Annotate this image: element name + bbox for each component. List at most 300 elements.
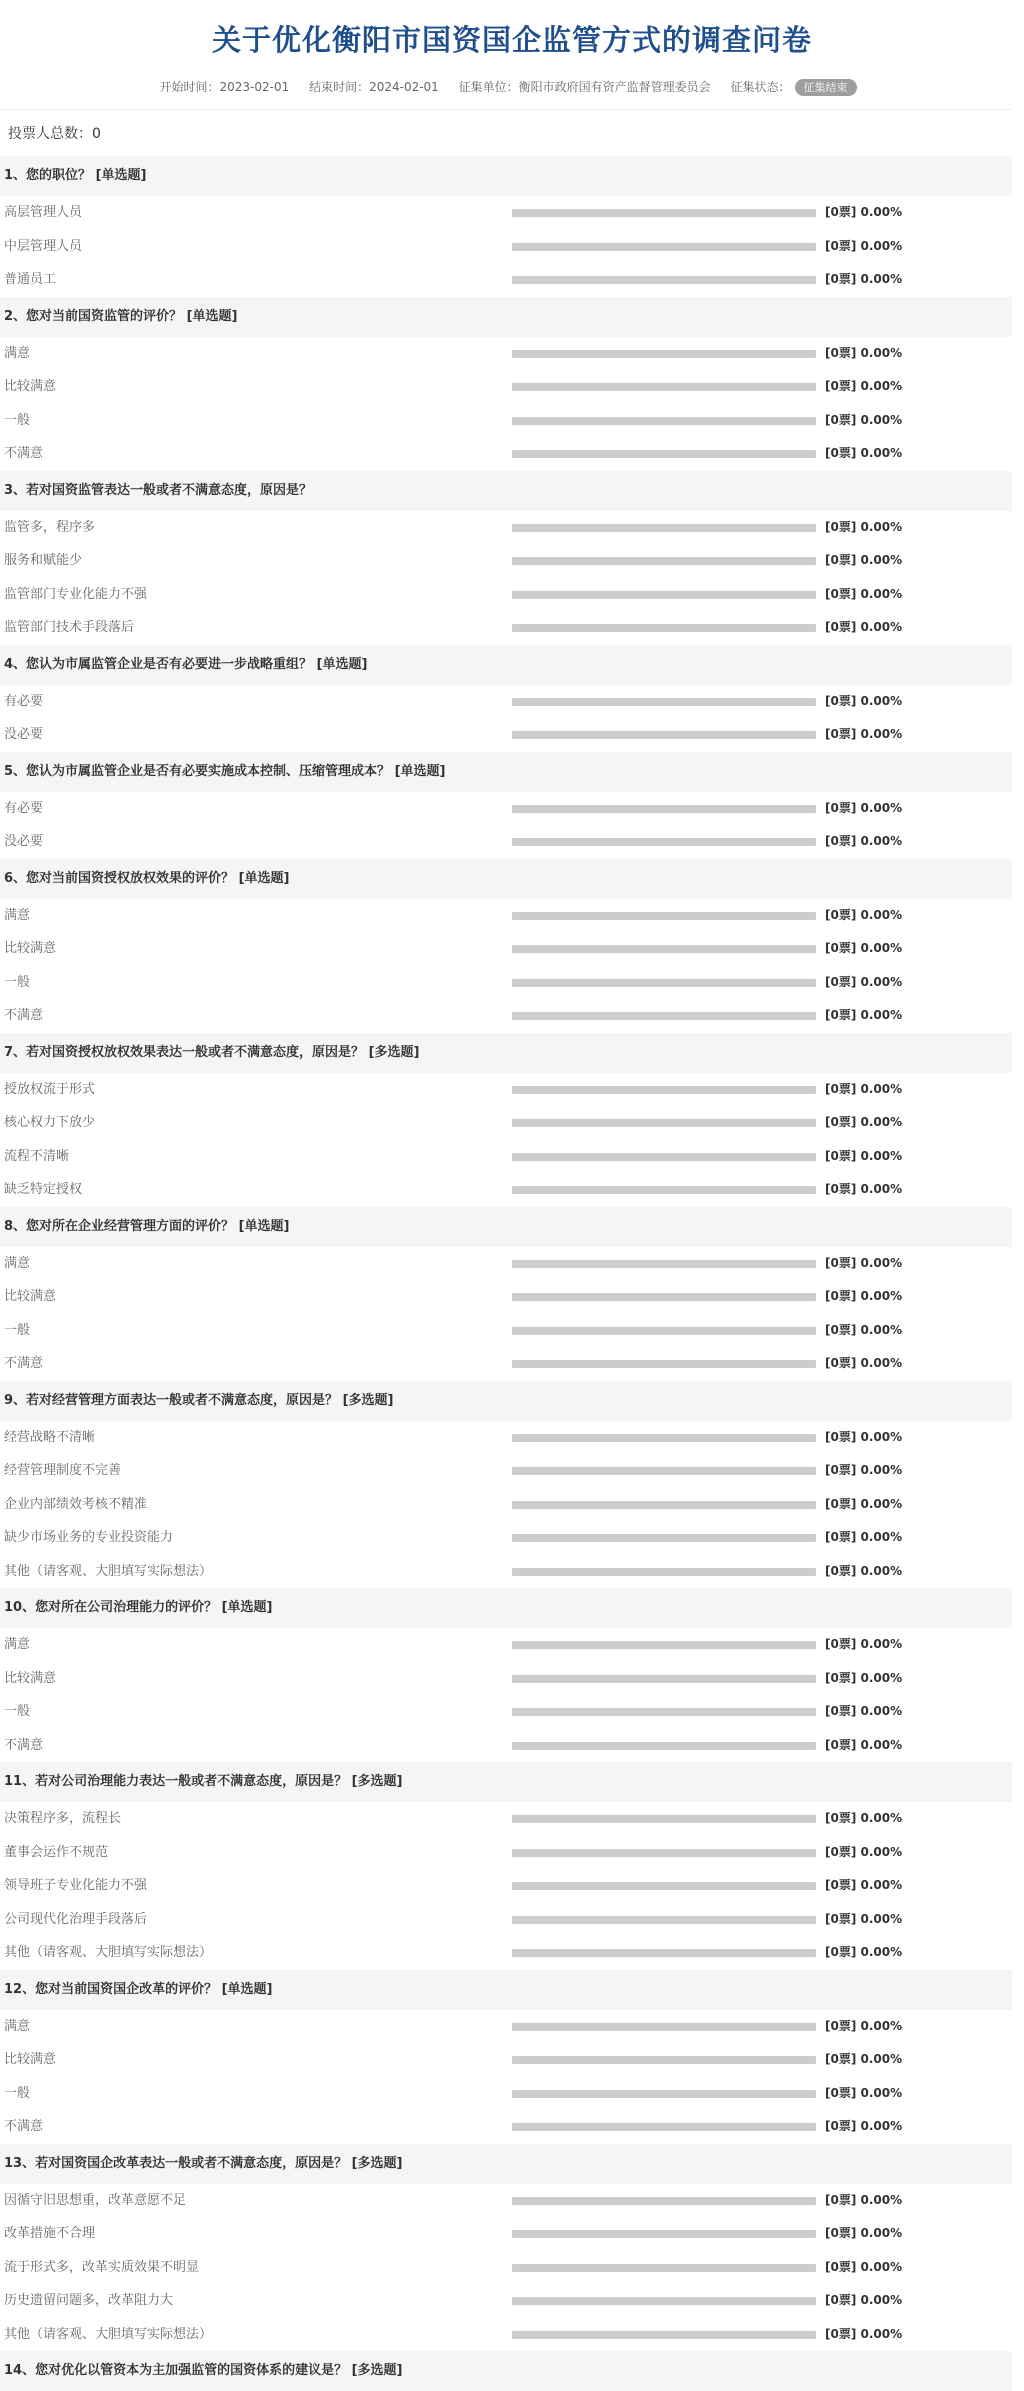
option-stat (825, 1073, 902, 1107)
organizer (459, 80, 711, 94)
vote-percent: 0.00% (860, 1670, 903, 1685)
vote-count: [0票] (825, 1463, 857, 1477)
result-progress-bar (512, 2297, 816, 2305)
vote-percent: 0.00% (860, 2192, 903, 2207)
vote-count: [0票] (825, 519, 857, 534)
vote-count: [0票] (825, 1637, 857, 1651)
vote-count: [0票] (825, 1844, 857, 1859)
vote-percent: 0.00% (860, 553, 903, 567)
option-row (0, 1247, 1012, 1281)
end-time-value: 2024-02-01 (369, 80, 439, 94)
option-stat (825, 2077, 902, 2111)
option-row (0, 2217, 1012, 2251)
option-label: 其他（请客观、大胆填写实际想法） (4, 1563, 213, 1579)
vote-percent: 0.00% (860, 1081, 903, 1096)
option-label: 历史遗留问题多，改革阻力大 (4, 2293, 174, 2308)
vote-count: [0票] (825, 345, 857, 360)
question-title: 13、若对国资国企改革表达一般或者不满意态度，原因是？ [多选题] (0, 2144, 1012, 2184)
start-time-value: 2023-02-01 (219, 80, 290, 94)
option-stat (825, 2251, 902, 2285)
option-label: 满意 (4, 345, 31, 361)
option-stat (825, 578, 902, 612)
option-row (0, 1936, 1012, 1970)
option-label: 缺乏特定授权 (4, 1182, 83, 1197)
vote-count: [0票] (825, 834, 857, 848)
option-stat (825, 1555, 902, 1589)
option-stat (825, 611, 902, 645)
result-progress-bar (512, 945, 816, 953)
option-stat (825, 2010, 902, 2044)
vote-percent: 0.00% (860, 272, 903, 286)
question-title: 10、您对所在公司治理能力的评价？ [单选题] (0, 1588, 1012, 1628)
result-progress-bar (512, 1153, 816, 1161)
vote-percent: 0.00% (860, 1811, 903, 1825)
option-label: 公司现代化治理手段落后 (4, 1911, 148, 1927)
option-stat (825, 544, 902, 578)
result-progress-bar (512, 1675, 816, 1683)
result-progress-bar (512, 1641, 816, 1649)
option-row (0, 437, 1012, 471)
option-stat (825, 263, 902, 297)
vote-percent: 0.00% (860, 1429, 903, 1444)
result-progress-bar (512, 2230, 816, 2238)
result-progress-bar (512, 2056, 816, 2064)
result-progress-bar (512, 1916, 816, 1924)
vote-count: [0票] (825, 553, 857, 567)
vote-count: [0票] (825, 412, 857, 427)
question-block (0, 752, 1012, 859)
question-title: 6、您对当前国资授权放权效果的评价？ [单选题] (0, 859, 1012, 899)
question-block (0, 859, 1012, 1033)
vote-percent: 0.00% (860, 2259, 903, 2274)
option-row (0, 511, 1012, 545)
vote-count: [0票] (825, 446, 857, 460)
vote-percent: 0.00% (860, 1255, 903, 1270)
vote-count: [0票] (825, 1356, 857, 1370)
option-row (0, 1903, 1012, 1937)
result-progress-bar (512, 1360, 816, 1368)
option-label: 比较满意 (4, 1289, 57, 1304)
option-stat (825, 999, 902, 1033)
option-stat (825, 899, 902, 933)
option-stat (825, 1488, 902, 1522)
result-progress-bar (512, 2197, 816, 2205)
vote-count: [0票] (825, 2293, 857, 2307)
vote-percent: 0.00% (860, 1911, 903, 1926)
vote-count: [0票] (825, 800, 857, 815)
option-row (0, 1836, 1012, 1870)
vote-percent: 0.00% (860, 2326, 903, 2341)
vote-count: [0票] (825, 1255, 857, 1270)
vote-count: [0票] (825, 1811, 857, 1825)
header-divider (0, 109, 1012, 110)
vote-count: [0票] (825, 2192, 857, 2207)
vote-percent: 0.00% (860, 238, 903, 253)
option-label: 授放权流于形式 (4, 1081, 96, 1097)
option-stat (825, 404, 902, 438)
question-block (0, 1207, 1012, 1381)
option-label: 因循守旧思想重，改革意愿不足 (4, 2192, 187, 2208)
vote-percent: 0.00% (860, 1322, 903, 1337)
result-progress-bar (512, 1708, 816, 1716)
question-title: 12、您对当前国资国企改革的评价？ [单选题] (0, 1970, 1012, 2010)
option-label: 监管部门技术手段落后 (4, 620, 135, 635)
result-progress-bar (512, 209, 816, 217)
vote-percent: 0.00% (860, 345, 903, 360)
option-stat (825, 2217, 902, 2251)
vote-percent: 0.00% (860, 2052, 903, 2066)
option-row (0, 932, 1012, 966)
option-stat (825, 1903, 902, 1937)
result-progress-bar (512, 1327, 816, 1335)
question-title: 3、若对国资监管表达一般或者不满意态度，原因是？ (0, 471, 1012, 511)
option-label: 没必要 (4, 727, 44, 742)
result-progress-bar (512, 979, 816, 987)
question-block (0, 471, 1012, 645)
question-block (0, 1970, 1012, 2144)
question-block (0, 1588, 1012, 1762)
option-row (0, 1628, 1012, 1662)
option-stat (825, 1247, 902, 1281)
result-progress-bar (512, 417, 816, 425)
option-stat (825, 1836, 902, 1870)
vote-percent: 0.00% (860, 974, 903, 989)
option-row (0, 2077, 1012, 2111)
vote-count: [0票] (825, 1563, 857, 1578)
result-progress-bar (512, 524, 816, 532)
result-progress-bar (512, 698, 816, 706)
question-list (0, 156, 1012, 2391)
vote-percent: 0.00% (860, 586, 903, 601)
option-row (0, 1173, 1012, 1207)
vote-count: [0票] (825, 586, 857, 601)
option-label: 不满意 (4, 1008, 44, 1023)
option-label: 服务和赋能少 (4, 553, 83, 568)
vote-percent: 0.00% (860, 834, 903, 848)
result-progress-bar (512, 1260, 816, 1268)
question-block (0, 2351, 1012, 2391)
option-label: 监管部门专业化能力不强 (4, 586, 148, 602)
option-label: 不满意 (4, 1737, 44, 1753)
vote-percent: 0.00% (860, 412, 903, 427)
option-label: 其他（请客观、大胆填写实际想法） (4, 1945, 213, 1960)
question-block (0, 1033, 1012, 1207)
result-progress-bar (512, 350, 816, 358)
vote-count: [0票] (825, 1530, 857, 1544)
vote-count: [0票] (825, 1911, 857, 1926)
vote-percent: 0.00% (860, 2119, 903, 2133)
option-row (0, 578, 1012, 612)
vote-percent: 0.00% (860, 1289, 903, 1303)
option-label: 有必要 (4, 693, 44, 709)
option-row (0, 1488, 1012, 1522)
result-progress-bar (512, 276, 816, 284)
vote-count: [0票] (825, 238, 857, 253)
option-stat (825, 685, 902, 719)
result-progress-bar (512, 1086, 816, 1094)
option-row (0, 2284, 1012, 2318)
option-stat (825, 230, 902, 264)
status-label: 征集状态： (730, 80, 791, 94)
option-row (0, 1314, 1012, 1348)
vote-percent: 0.00% (860, 1737, 903, 1752)
result-progress-bar (512, 731, 816, 739)
option-label: 领导班子专业化能力不强 (4, 1878, 148, 1893)
question-title: 7、若对国资授权放权效果表达一般或者不满意态度，原因是？ [多选题] (0, 1033, 1012, 1073)
option-stat (825, 511, 902, 545)
option-label: 经营战略不清晰 (4, 1429, 96, 1445)
option-row (0, 1521, 1012, 1555)
option-row (0, 792, 1012, 826)
option-stat (825, 1695, 902, 1729)
result-progress-bar (512, 1882, 816, 1890)
option-row (0, 1073, 1012, 1107)
option-label: 其他（请客观、大胆填写实际想法） (4, 2326, 213, 2342)
question-title: 4、您认为市属监管企业是否有必要进一步战略重组？ [单选题] (0, 645, 1012, 685)
result-progress-bar (512, 838, 816, 846)
start-time (159, 80, 289, 94)
option-stat (825, 1521, 902, 1555)
option-label: 满意 (4, 907, 31, 923)
vote-count: [0票] (825, 2226, 857, 2240)
result-progress-bar (512, 624, 816, 632)
vote-count: [0票] (825, 1148, 857, 1163)
option-row (0, 999, 1012, 1033)
option-row (0, 404, 1012, 438)
vote-percent: 0.00% (860, 2226, 903, 2240)
vote-percent: 0.00% (860, 1148, 903, 1163)
option-label: 改革措施不合理 (4, 2226, 96, 2241)
vote-count: [0票] (825, 205, 857, 219)
option-row (0, 2110, 1012, 2144)
option-label: 高层管理人员 (4, 205, 83, 220)
option-label: 一般 (4, 974, 31, 990)
vote-count: [0票] (825, 1081, 857, 1096)
vote-count: [0票] (825, 941, 857, 955)
vote-percent: 0.00% (860, 1563, 903, 1578)
option-row (0, 1140, 1012, 1174)
page-title: 关于优化衡阳市国资国企监管方式的调查问卷 (211, 23, 812, 57)
result-progress-bar (512, 1012, 816, 1020)
result-progress-bar (512, 1293, 816, 1301)
question-title: 11、若对公司治理能力表达一般或者不满意态度，原因是？ [多选题] (0, 1762, 1012, 1802)
organizer-value: 衡阳市政府国有资产监督管理委员会 (518, 80, 711, 94)
end-time (309, 80, 439, 94)
result-progress-bar (512, 2264, 816, 2272)
vote-count: [0票] (825, 2052, 857, 2066)
result-progress-bar (512, 1186, 816, 1194)
result-progress-bar (512, 805, 816, 813)
option-label: 不满意 (4, 2119, 44, 2134)
vote-percent: 0.00% (860, 1115, 903, 1129)
vote-count: [0票] (825, 1704, 857, 1718)
vote-count: [0票] (825, 1322, 857, 1337)
question-title: 1、您的职位？ [单选题] (0, 156, 1012, 196)
option-row (0, 263, 1012, 297)
vote-percent: 0.00% (860, 1878, 903, 1892)
option-label: 满意 (4, 2018, 31, 2034)
option-label: 比较满意 (4, 379, 57, 394)
option-label: 流程不清晰 (4, 1148, 70, 1164)
result-progress-bar (512, 1815, 816, 1823)
vote-percent: 0.00% (860, 446, 903, 460)
result-progress-bar (512, 2023, 816, 2031)
result-progress-bar (512, 1434, 816, 1442)
option-row (0, 196, 1012, 230)
option-label: 一般 (4, 1704, 31, 1719)
option-stat (825, 932, 902, 966)
vote-percent: 0.00% (860, 1356, 903, 1370)
vote-percent: 0.00% (860, 1530, 903, 1544)
question-block (0, 297, 1012, 471)
option-stat (825, 437, 902, 471)
option-row (0, 2184, 1012, 2218)
option-row (0, 370, 1012, 404)
vote-percent: 0.00% (860, 941, 903, 955)
option-label: 满意 (4, 1255, 31, 1271)
vote-count: [0票] (825, 1182, 857, 1196)
vote-count: [0票] (825, 379, 857, 393)
option-label: 监管多，程序多 (4, 519, 96, 535)
option-label: 普通员工 (4, 272, 57, 287)
question-block (0, 1762, 1012, 1970)
option-row (0, 1802, 1012, 1836)
result-progress-bar (512, 243, 816, 251)
option-label: 比较满意 (4, 941, 57, 956)
question-block (0, 2144, 1012, 2352)
vote-percent: 0.00% (860, 727, 903, 741)
option-stat (825, 1280, 902, 1314)
result-progress-bar (512, 2090, 816, 2098)
option-row (0, 718, 1012, 752)
option-stat (825, 337, 902, 371)
vote-count: [0票] (825, 907, 857, 922)
result-progress-bar (512, 912, 816, 920)
option-label: 比较满意 (4, 1670, 57, 1686)
option-row (0, 825, 1012, 859)
question-block (0, 645, 1012, 752)
vote-percent: 0.00% (860, 1463, 903, 1477)
option-row (0, 544, 1012, 578)
vote-count: [0票] (825, 974, 857, 989)
option-stat (825, 825, 902, 859)
option-row (0, 1662, 1012, 1696)
result-progress-bar (512, 1119, 816, 1127)
option-stat (825, 718, 902, 752)
option-row (0, 899, 1012, 933)
vote-percent: 0.00% (860, 1008, 903, 1022)
vote-count: [0票] (825, 693, 857, 708)
option-stat (825, 1869, 902, 1903)
option-label: 不满意 (4, 1356, 44, 1371)
vote-count: [0票] (825, 1115, 857, 1129)
total-voters-label: 投票人总数： (8, 126, 92, 142)
option-stat (825, 196, 902, 230)
question-title: 14、您对优化以管资本为主加强监管的国资体系的建议是？ [多选题] (0, 2351, 1012, 2391)
option-row (0, 230, 1012, 264)
option-stat (825, 1628, 902, 1662)
option-label: 决策程序多，流程长 (4, 1811, 122, 1826)
result-progress-bar (512, 557, 816, 565)
vote-count: [0票] (825, 1878, 857, 1892)
option-label: 满意 (4, 1637, 31, 1652)
result-progress-bar (512, 1534, 816, 1542)
option-stat (825, 1729, 902, 1763)
vote-count: [0票] (825, 1670, 857, 1685)
total-voters-value: 0 (92, 126, 101, 142)
vote-count: [0票] (825, 272, 857, 286)
question-title: 5、您认为市属监管企业是否有必要实施成本控制、压缩管理成本？ [单选题] (0, 752, 1012, 792)
result-progress-bar (512, 383, 816, 391)
result-progress-bar (512, 1949, 816, 1957)
start-time-label: 开始时间： (159, 80, 220, 94)
option-label: 经营管理制度不完善 (4, 1463, 122, 1478)
vote-count: [0票] (825, 2018, 857, 2033)
option-label: 中层管理人员 (4, 238, 83, 254)
question-block (0, 1381, 1012, 1589)
option-label: 有必要 (4, 800, 44, 816)
vote-percent: 0.00% (860, 1704, 903, 1718)
vote-count: [0票] (825, 1496, 857, 1511)
vote-count: [0票] (825, 1289, 857, 1303)
option-row (0, 966, 1012, 1000)
option-row (0, 2010, 1012, 2044)
option-row (0, 1106, 1012, 1140)
result-progress-bar (512, 1849, 816, 1857)
option-stat (825, 370, 902, 404)
vote-count: [0票] (825, 1737, 857, 1752)
status (731, 80, 865, 94)
option-row (0, 1454, 1012, 1488)
total-voters (0, 122, 1024, 146)
option-stat (825, 1662, 902, 1696)
option-row (0, 1347, 1012, 1381)
option-row (0, 1421, 1012, 1455)
vote-percent: 0.00% (860, 1945, 903, 1959)
option-stat (825, 1314, 902, 1348)
option-row (0, 1729, 1012, 1763)
vote-percent: 0.00% (860, 1182, 903, 1196)
vote-percent: 0.00% (860, 2085, 903, 2100)
vote-count: [0票] (825, 2085, 857, 2100)
vote-count: [0票] (825, 2119, 857, 2133)
option-label: 一般 (4, 2085, 31, 2101)
option-stat (825, 2318, 902, 2352)
result-progress-bar (512, 1568, 816, 1576)
option-label: 核心权力下放少 (4, 1115, 96, 1130)
option-stat (825, 1173, 902, 1207)
option-row (0, 1869, 1012, 1903)
result-progress-bar (512, 1501, 816, 1509)
option-stat (825, 1421, 902, 1455)
option-stat (825, 2284, 902, 2318)
option-stat (825, 1106, 902, 1140)
vote-percent: 0.00% (860, 519, 903, 534)
vote-count: [0票] (825, 2259, 857, 2274)
vote-percent: 0.00% (860, 1844, 903, 1859)
vote-percent: 0.00% (860, 1637, 903, 1651)
option-stat (825, 792, 902, 826)
option-row (0, 685, 1012, 719)
result-progress-bar (512, 591, 816, 599)
vote-percent: 0.00% (860, 693, 903, 708)
vote-count: [0票] (825, 1429, 857, 1444)
vote-count: [0票] (825, 1945, 857, 1959)
option-row (0, 2318, 1012, 2352)
option-row (0, 1695, 1012, 1729)
option-stat (825, 1454, 902, 1488)
option-stat (825, 1936, 902, 1970)
